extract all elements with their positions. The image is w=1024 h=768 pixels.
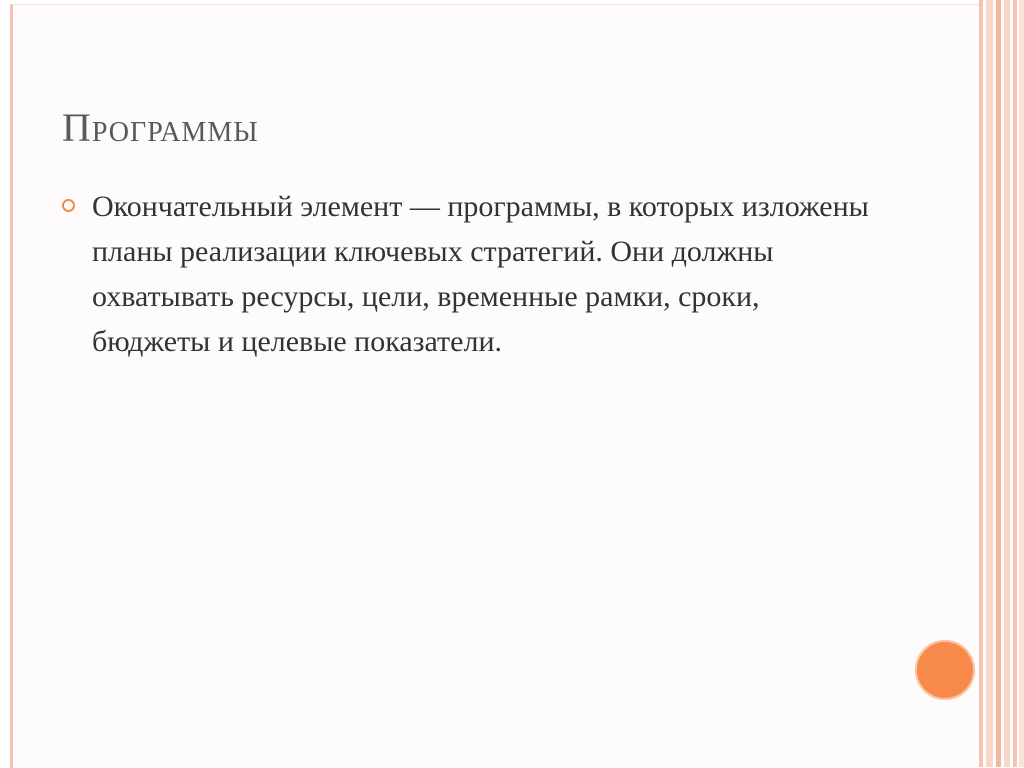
slide-title: Программы: [62, 105, 259, 150]
bullet-text: Окончательный элемент — программы, в которых изложены планы реализации ключевых стратегий. Они должны охватывать ресурсы, цели, временные рамки, сроки, бюджеты и целевые показатели.: [92, 190, 869, 358]
decorative-stripe: [986, 0, 993, 767]
decorative-stripe: [979, 0, 983, 767]
bullet-item: [62, 184, 882, 364]
orange-circle-decoration: [915, 640, 975, 700]
decorative-stripe: [1019, 0, 1024, 767]
decorative-stripe: [1013, 0, 1017, 767]
decorative-stripe: [1004, 0, 1010, 767]
bullet-circle-icon: [62, 199, 75, 212]
decorative-stripe: [996, 0, 1001, 767]
